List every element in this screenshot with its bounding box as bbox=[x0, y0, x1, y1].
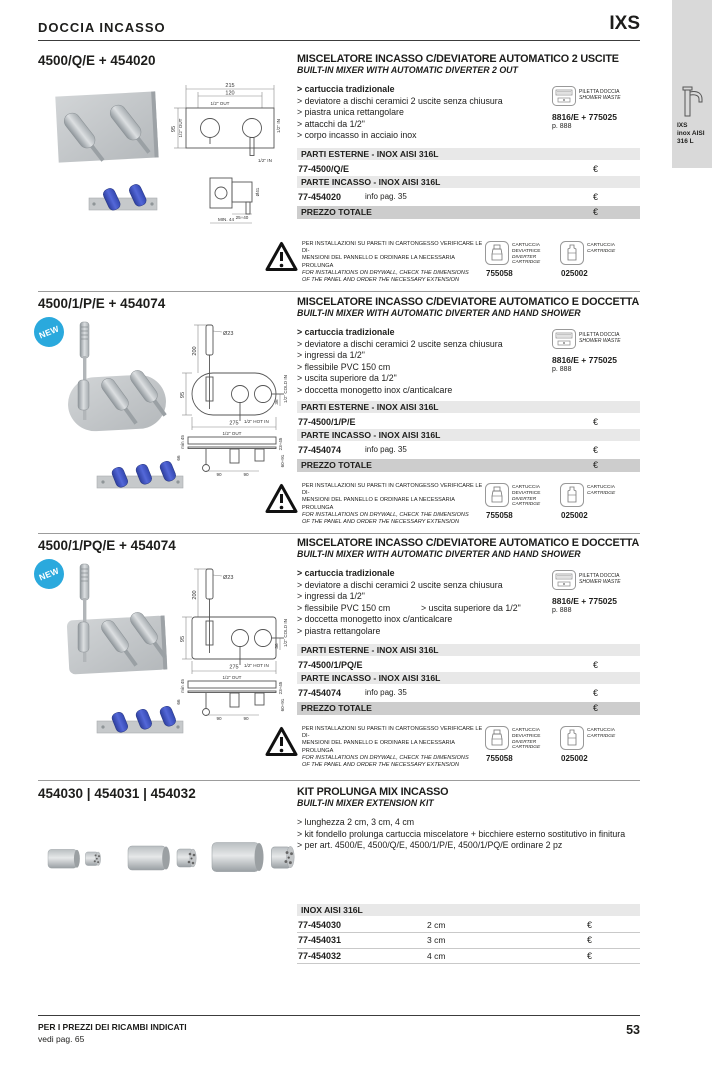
feature-item: > lunghezza 2 cm, 3 cm, 4 cm bbox=[297, 817, 415, 827]
table-group-header: PARTI ESTERNE - INOX AISI 316L bbox=[297, 401, 640, 413]
page-title: DOCCIA INCASSO bbox=[38, 20, 166, 35]
dim-36: 36 bbox=[274, 399, 279, 405]
kit-size: 4 cm bbox=[427, 950, 446, 961]
feature-item: > piastra unica rettangolare bbox=[297, 107, 404, 118]
dim-66: 66 bbox=[176, 699, 181, 705]
drywall-warning bbox=[265, 481, 640, 526]
warning-triangle-icon bbox=[265, 483, 298, 514]
dim-width: 275 bbox=[229, 420, 239, 427]
footer-note bbox=[38, 1022, 187, 1045]
dim-66: 66 bbox=[176, 455, 181, 461]
product-section-4500qe bbox=[38, 50, 640, 291]
side-tab-brand: IXS bbox=[677, 122, 688, 129]
dim-36: 36 bbox=[274, 643, 279, 649]
currency-symbol: € bbox=[593, 192, 599, 202]
table-row bbox=[297, 686, 640, 700]
table-group-header: PARTE INCASSO - INOX AISI 316L bbox=[297, 672, 640, 684]
side-tab bbox=[672, 0, 712, 168]
dim-width: 275 bbox=[229, 664, 239, 671]
kit-photo bbox=[40, 830, 295, 897]
cartridge-code: 755058 bbox=[486, 511, 513, 520]
cartridge-label bbox=[512, 728, 559, 751]
warning-line: OF THE PANEL AND ORDER THE NECESSARY EXTENSION bbox=[302, 519, 460, 526]
warning-line: MENSIONI DEL PANNELLO E ORDINARE LA NECESSARIA PROLUNGA bbox=[302, 255, 455, 269]
feature-item: > deviatore a dischi ceramici 2 uscite senza chiusura bbox=[297, 95, 503, 106]
cartridge-label-line: DEVIATRICE bbox=[512, 490, 541, 496]
faucet-icon bbox=[679, 82, 705, 118]
dim-90-a: 90 bbox=[216, 472, 222, 477]
dim-90-b: 90 bbox=[243, 472, 249, 477]
table-group-header: PARTE INCASSO - INOX AISI 316L bbox=[297, 176, 640, 188]
warning-line: PER INSTALLAZIONI SU PARETI IN CARTONGESSO VERIFICARE LE DI- bbox=[302, 726, 483, 740]
feature-list bbox=[297, 327, 552, 401]
feature-item: > attacchi da 1/2" bbox=[297, 118, 365, 129]
shower-waste-icon bbox=[552, 86, 576, 106]
side-tab-material-2: 316 L bbox=[677, 138, 694, 145]
cartridge-label-line: CARTRIDGE bbox=[587, 248, 616, 254]
product-subtitle: BUILT-IN MIXER EXTENSION KIT bbox=[297, 798, 434, 808]
cartridge-label-line: CARTUCCIA bbox=[512, 485, 540, 490]
feature-item: > cartuccia tradizionale bbox=[297, 327, 395, 337]
dim-hot-in: 1/2" HOT IN bbox=[244, 419, 269, 424]
dim-cold-in: 1/2" COLD IN bbox=[283, 375, 288, 403]
dim-90-a: 90 bbox=[216, 716, 222, 721]
feature-item: > cartuccia tradizionale bbox=[297, 84, 395, 94]
product-code: 4500/1/PQ/E + 454074 bbox=[38, 538, 176, 553]
feature-item: > deviatore a dischi ceramici 2 uscite senza chiusura bbox=[297, 579, 503, 590]
built-in-part-photo bbox=[83, 178, 163, 238]
warning-line: OF THE PANEL AND ORDER THE NECESSARY EXTENSION bbox=[302, 277, 460, 284]
shower-waste-label-it: PILETTA DOCCIA bbox=[579, 573, 620, 579]
cartridge-label bbox=[587, 728, 615, 740]
dim-width-outer: 215 bbox=[225, 83, 235, 89]
info-note: info pag. 35 bbox=[365, 192, 407, 201]
dim-height: 95 bbox=[180, 635, 186, 643]
shower-waste-label-en: SHOWER WASTE bbox=[579, 579, 621, 585]
feature-item: > flessibile PVC 150 cm bbox=[297, 361, 391, 372]
dim-out-left: 1/2" OUT bbox=[178, 118, 183, 138]
dim-side-min: MIN. 44 bbox=[217, 217, 235, 222]
table-group-header: PARTI ESTERNE - INOX AISI 316L bbox=[297, 148, 640, 160]
shower-waste-ref bbox=[552, 84, 640, 148]
dim-cold-in: 1/2" COLD IN bbox=[283, 619, 288, 647]
table-row bbox=[297, 162, 640, 176]
diverter-cartridge-ref bbox=[485, 724, 559, 769]
section-divider bbox=[38, 533, 640, 534]
table-row bbox=[297, 918, 640, 934]
feature-item: > ingressi da 1/2" bbox=[297, 350, 365, 361]
footer-note-line1: PER I PREZZI DEI RICAMBI INDICATI bbox=[38, 1022, 187, 1032]
side-tab-material: inox AISI bbox=[677, 130, 705, 137]
product-photo bbox=[43, 86, 168, 191]
dim-hot-in: 1/2" HOT IN bbox=[244, 663, 269, 668]
dim-in-right: 1/2" IN bbox=[276, 119, 281, 133]
dim-90-b: 90 bbox=[243, 716, 249, 721]
total-row bbox=[297, 206, 640, 219]
warning-text bbox=[302, 724, 484, 769]
shower-waste-code: 8816/E + 775025 bbox=[552, 112, 617, 122]
currency-symbol: € bbox=[587, 919, 593, 930]
footer-rule bbox=[38, 1015, 640, 1016]
feature-item: > uscita superiore da 1/2" bbox=[297, 373, 397, 384]
feature-list bbox=[297, 817, 640, 852]
cartridge-icon bbox=[560, 483, 584, 507]
shower-waste-ref bbox=[552, 568, 640, 644]
technical-drawing bbox=[160, 74, 292, 231]
section-divider bbox=[38, 780, 640, 781]
diverter-cartridge-icon bbox=[485, 726, 509, 750]
product-subtitle: BUILT-IN MIXER WITH AUTOMATIC DIVERTER AND HAND SHOWER bbox=[297, 308, 581, 318]
header-rule bbox=[38, 40, 640, 41]
dim-23-45: 23÷45 bbox=[278, 681, 283, 695]
product-sku: 77-454030 bbox=[298, 919, 342, 930]
warning-line: PER INSTALLAZIONI SU PARETI IN CARTONGESSO VERIFICARE LE DI- bbox=[302, 483, 483, 497]
cartridge-label bbox=[587, 485, 615, 497]
cartridge-label-line: CARTRIDGE bbox=[587, 490, 616, 496]
cartridge-code: 755058 bbox=[486, 269, 513, 278]
kit-size: 2 cm bbox=[427, 919, 446, 930]
warning-line: MENSIONI DEL PANNELLO E ORDINARE LA NECESSARIA PROLUNGA bbox=[302, 740, 455, 754]
shower-waste-label bbox=[579, 329, 621, 349]
cartridge-label bbox=[512, 485, 559, 508]
cartridge-ref bbox=[560, 239, 634, 284]
price-table bbox=[297, 401, 640, 472]
product-section-45001pe bbox=[38, 293, 640, 533]
page-number: 53 bbox=[626, 1023, 640, 1037]
price-table bbox=[297, 644, 640, 715]
product-title: KIT PROLUNGA MIX INCASSO bbox=[297, 786, 449, 798]
shower-waste-page-ref: p. 888 bbox=[552, 366, 572, 373]
table-row bbox=[297, 658, 640, 672]
dim-side-depth: 25÷40 bbox=[235, 215, 249, 220]
dim-60-91: 60÷91 bbox=[280, 698, 285, 712]
product-title: MISCELATORE INCASSO C/DEVIATORE AUTOMATICO 2 USCITE bbox=[297, 53, 619, 65]
warning-text bbox=[302, 481, 484, 526]
table-row bbox=[297, 933, 640, 949]
dim-width-inner: 120 bbox=[225, 90, 235, 97]
cartridge-code: 025002 bbox=[561, 511, 588, 520]
shower-waste-label bbox=[579, 570, 621, 590]
cartridge-code: 755058 bbox=[486, 754, 513, 763]
product-code: 4500/Q/E + 454020 bbox=[38, 53, 156, 68]
feature-item: > flessibile PVC 150 cm bbox=[297, 602, 391, 613]
product-sku: 77-454020 bbox=[298, 192, 342, 202]
dim-height: 95 bbox=[171, 125, 177, 133]
currency-symbol: € bbox=[593, 417, 599, 427]
currency-symbol: € bbox=[593, 688, 599, 698]
currency-symbol: € bbox=[593, 660, 599, 670]
cartridge-label-line: DIVERTER CARTRIDGE bbox=[512, 496, 541, 508]
diverter-cartridge-ref bbox=[485, 239, 559, 284]
shower-waste-label-it: PILETTA DOCCIA bbox=[579, 89, 620, 95]
kit-size: 3 cm bbox=[427, 935, 446, 946]
shower-waste-code: 8816/E + 775025 bbox=[552, 596, 617, 606]
product-title: MISCELATORE INCASSO C/DEVIATORE AUTOMATICO E DOCCETTA bbox=[297, 296, 640, 308]
product-code: 4500/1/P/E + 454074 bbox=[38, 296, 166, 311]
cartridge-label-line: CARTUCCIA bbox=[512, 728, 540, 733]
dim-out-top: 1/2" OUT bbox=[222, 431, 242, 436]
side-tab-label bbox=[677, 122, 705, 146]
currency-symbol: € bbox=[593, 445, 599, 455]
dim-height: 95 bbox=[180, 391, 186, 399]
new-badge: NEW bbox=[29, 554, 68, 593]
total-label: PREZZO TOTALE bbox=[301, 207, 372, 217]
feature-item: > deviatore a dischi ceramici 2 uscite senza chiusura bbox=[297, 338, 503, 349]
feature-item: > uscita superiore da 1/2" bbox=[421, 602, 521, 613]
cartridge-label bbox=[512, 243, 559, 266]
brand-logo: IXS bbox=[609, 13, 640, 34]
section-divider bbox=[38, 291, 640, 292]
dim-shower-height: 200 bbox=[192, 590, 198, 600]
product-subtitle: BUILT-IN MIXER WITH AUTOMATIC DIVERTER 2 OUT bbox=[297, 65, 518, 75]
cartridge-code: 025002 bbox=[561, 754, 588, 763]
cartridge-label-line: CARTUCCIA bbox=[587, 485, 615, 490]
product-section-45001pqe bbox=[38, 535, 640, 780]
total-row bbox=[297, 702, 640, 715]
total-label: PREZZO TOTALE bbox=[301, 703, 372, 713]
feature-list bbox=[297, 568, 552, 644]
cartridge-label-line: CARTUCCIA bbox=[587, 728, 615, 733]
cartridge-code: 025002 bbox=[561, 269, 588, 278]
warning-triangle-icon bbox=[265, 726, 298, 757]
drywall-warning bbox=[265, 724, 640, 769]
warning-line: PER INSTALLAZIONI SU PARETI IN CARTONGESSO VERIFICARE LE DI- bbox=[302, 241, 483, 255]
drywall-warning bbox=[265, 239, 640, 284]
technical-drawing bbox=[160, 311, 292, 484]
cartridge-label-line: DEVIATRICE bbox=[512, 248, 541, 254]
feature-item: > cartuccia tradizionale bbox=[297, 568, 395, 578]
feature-item: > per art. 4500/E, 4500/Q/E, 4500/1/P/E, 4500/1/PQ/E ordinare 2 pz bbox=[297, 840, 563, 851]
new-badge: NEW bbox=[29, 312, 68, 351]
kit-table bbox=[297, 904, 640, 965]
table-group-header: PARTI ESTERNE - INOX AISI 316L bbox=[297, 644, 640, 656]
dim-shower-diameter: Ø23 bbox=[223, 575, 234, 581]
dim-60-91: 60÷91 bbox=[280, 454, 285, 468]
diverter-cartridge-icon bbox=[485, 241, 509, 265]
shower-waste-icon bbox=[552, 329, 576, 349]
product-sku: 77-454031 bbox=[298, 935, 342, 946]
currency-symbol: € bbox=[593, 460, 599, 470]
product-sku: 77-4500/Q/E bbox=[298, 164, 350, 174]
diverter-cartridge-icon bbox=[485, 483, 509, 507]
currency-symbol: € bbox=[593, 164, 599, 174]
product-code: 454030 | 454031 | 454032 bbox=[38, 786, 196, 801]
technical-drawing bbox=[160, 555, 292, 728]
feature-item: > piastra rettangolare bbox=[297, 625, 381, 636]
shower-waste-page-ref: p. 888 bbox=[552, 123, 572, 130]
warning-line: OF THE PANEL AND ORDER THE NECESSARY EXTENSION bbox=[302, 762, 460, 769]
dim-min45: min 45 bbox=[180, 435, 185, 449]
warning-triangle-icon bbox=[265, 241, 298, 272]
warning-line: MENSIONI DEL PANNELLO E ORDINARE LA NECESSARIA PROLUNGA bbox=[302, 497, 455, 511]
currency-symbol: € bbox=[593, 703, 599, 713]
price-table bbox=[297, 148, 640, 219]
dim-shower-diameter: Ø23 bbox=[223, 331, 234, 337]
product-title: MISCELATORE INCASSO C/DEVIATORE AUTOMATICO E DOCCETTA bbox=[297, 537, 640, 549]
table-group-header: INOX AISI 316L bbox=[297, 904, 640, 916]
table-row bbox=[297, 190, 640, 204]
footer-note-line2: vedi pag. 65 bbox=[38, 1033, 85, 1044]
feature-list bbox=[297, 84, 552, 148]
total-row bbox=[297, 459, 640, 472]
table-group-header: PARTE INCASSO - INOX AISI 316L bbox=[297, 429, 640, 441]
feature-item: > doccetta monogetto inox c/anticalcare bbox=[297, 384, 453, 395]
cartridge-label-line: DIVERTER CARTRIDGE bbox=[512, 254, 541, 266]
cartridge-icon bbox=[560, 726, 584, 750]
info-note: info pag. 35 bbox=[365, 688, 407, 697]
feature-item: > doccetta monogetto inox c/anticalcare bbox=[297, 614, 453, 625]
currency-symbol: € bbox=[587, 935, 593, 946]
total-label: PREZZO TOTALE bbox=[301, 460, 372, 470]
shower-waste-code: 8816/E + 775025 bbox=[552, 355, 617, 365]
currency-symbol: € bbox=[593, 207, 599, 217]
dim-shower-height: 200 bbox=[192, 346, 198, 356]
dim-out-top: 1/2" OUT bbox=[210, 101, 230, 106]
cartridge-ref bbox=[560, 481, 634, 526]
shower-waste-ref bbox=[552, 327, 640, 401]
product-section-kit-prolunga bbox=[38, 783, 640, 993]
dim-side-diameter: Ø41 bbox=[255, 187, 260, 197]
dim-out-top: 1/2" OUT bbox=[222, 675, 242, 680]
warning-line: FOR INSTALLATIONS ON DRYWALL, CHECK THE DIMENSIONS bbox=[302, 511, 469, 518]
cartridge-label-line: CARTUCCIA bbox=[512, 243, 540, 248]
warning-line: FOR INSTALLATIONS ON DRYWALL, CHECK THE DIMENSIONS bbox=[302, 269, 469, 276]
cartridge-icon bbox=[560, 241, 584, 265]
shower-waste-label-it: PILETTA DOCCIA bbox=[579, 332, 620, 338]
shower-waste-icon bbox=[552, 570, 576, 590]
table-row bbox=[297, 949, 640, 965]
cartridge-ref bbox=[560, 724, 634, 769]
dim-min45: min 45 bbox=[180, 679, 185, 693]
shower-waste-label bbox=[579, 86, 621, 106]
cartridge-label-line: CARTRIDGE bbox=[587, 733, 616, 739]
info-note: info pag. 35 bbox=[365, 445, 407, 454]
table-row bbox=[297, 415, 640, 429]
feature-item bbox=[297, 603, 552, 615]
currency-symbol: € bbox=[587, 950, 593, 961]
cartridge-label bbox=[587, 243, 615, 255]
product-sku: 77-4500/1/P/E bbox=[298, 417, 356, 427]
warning-line: FOR INSTALLATIONS ON DRYWALL, CHECK THE DIMENSIONS bbox=[302, 754, 469, 761]
product-sku: 77-4500/1/PQ/E bbox=[298, 660, 363, 670]
warning-text bbox=[302, 239, 484, 284]
dim-in-bottom: 1/2" IN bbox=[258, 158, 272, 163]
dim-23-45: 23÷45 bbox=[278, 437, 283, 451]
cartridge-label-line: CARTUCCIA bbox=[587, 243, 615, 248]
shower-waste-page-ref: p. 888 bbox=[552, 607, 572, 614]
shower-waste-label-en: SHOWER WASTE bbox=[579, 338, 621, 344]
feature-item: > corpo incasso in acciaio inox bbox=[297, 130, 417, 141]
product-sku: 77-454032 bbox=[298, 950, 342, 961]
cartridge-label-line: DEVIATRICE bbox=[512, 733, 541, 739]
diverter-cartridge-ref bbox=[485, 481, 559, 526]
shower-waste-label-en: SHOWER WASTE bbox=[579, 95, 621, 101]
product-sku: 77-454074 bbox=[298, 688, 342, 698]
product-subtitle: BUILT-IN MIXER WITH AUTOMATIC DIVERTER AND HAND SHOWER bbox=[297, 549, 581, 559]
product-sku: 77-454074 bbox=[298, 445, 342, 455]
cartridge-label-line: DIVERTER CARTRIDGE bbox=[512, 739, 541, 751]
feature-item: > ingressi da 1/2" bbox=[297, 591, 365, 602]
feature-item: > kit fondello prolunga cartuccia miscelatore + bicchiere esterno sostitutivo in finitura bbox=[297, 828, 626, 839]
table-row bbox=[297, 443, 640, 457]
